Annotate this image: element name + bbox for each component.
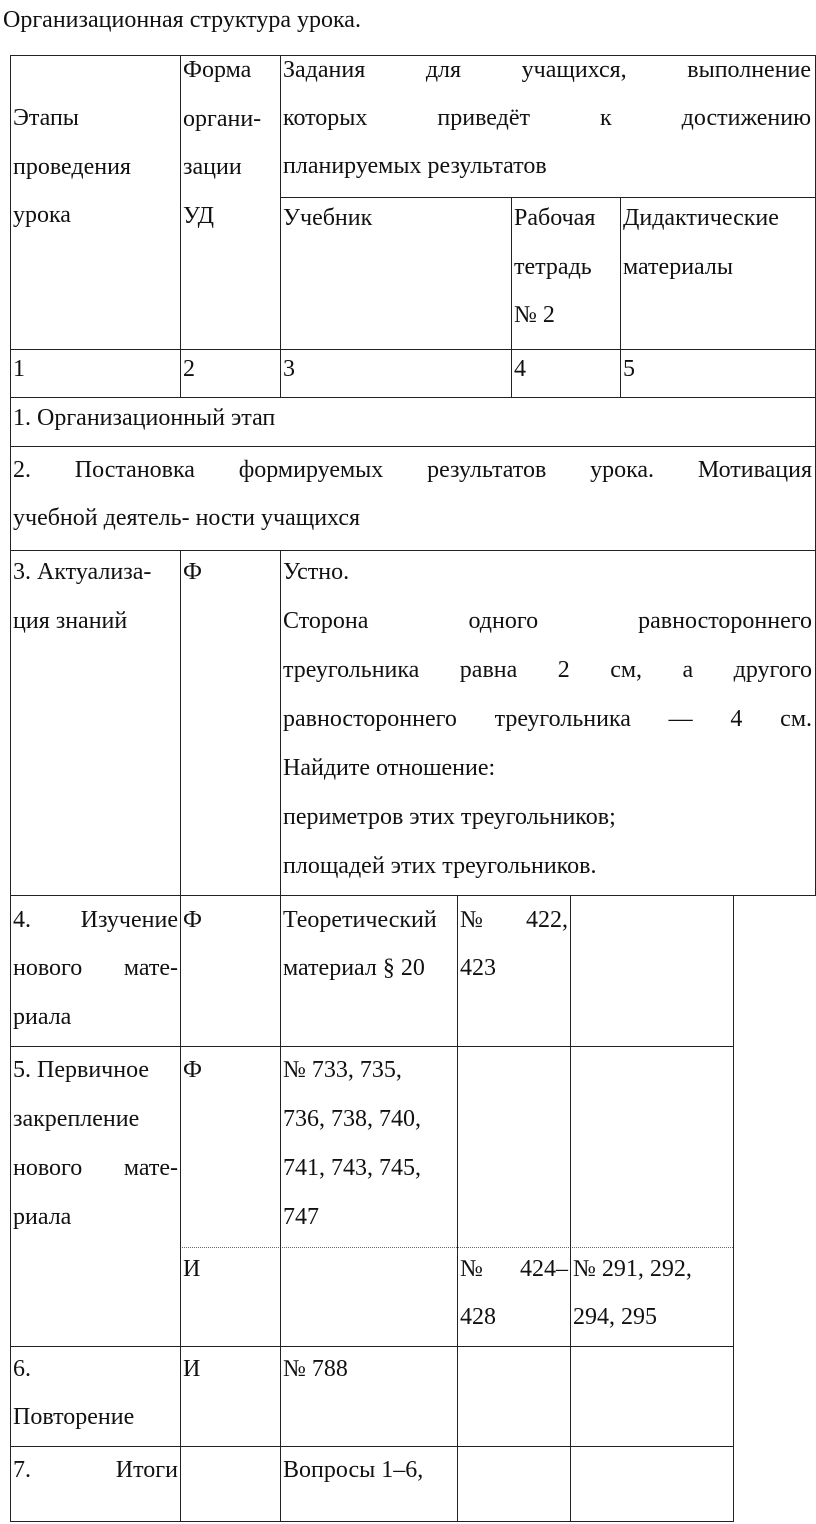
rule — [620, 197, 621, 398]
word: см, — [610, 657, 643, 683]
row4-textbook-line1: Теоретический — [283, 907, 437, 933]
word: для — [425, 57, 462, 83]
word: учащихся, — [521, 57, 627, 83]
word: результатов — [427, 457, 547, 483]
row5-stage-line4: риала — [13, 1204, 72, 1230]
word: урока. — [590, 457, 655, 483]
page-title: Организационная структура урока. — [3, 7, 361, 33]
header-form: Форма органи- зации УД — [183, 57, 262, 229]
row6-textbook: № 788 — [283, 1356, 348, 1382]
word: 424– — [520, 1256, 568, 1282]
word: № — [460, 1256, 499, 1282]
column-number: 5 — [623, 356, 635, 382]
word: мате- — [123, 1155, 178, 1181]
word: 422, — [526, 907, 568, 933]
word: нового — [13, 955, 83, 981]
row3-task-line4 — [283, 695, 812, 744]
word: треугольника — [283, 657, 420, 683]
row7-stage — [13, 1446, 178, 1495]
row6-stage-line2: Повторение — [13, 1404, 135, 1430]
row6-form: И — [183, 1356, 201, 1382]
row3-task-line6: периметров этих треугольников; — [283, 804, 616, 830]
header-workbook: Рабочая тетрадь № 2 — [514, 205, 596, 328]
section-organizational: 1. Организационный этап — [13, 405, 276, 431]
rule — [280, 55, 281, 398]
row5-stage-line3 — [13, 1144, 178, 1193]
word: к — [600, 105, 612, 131]
section-motivation-line1 — [13, 446, 812, 495]
row4-form: Ф — [183, 907, 202, 933]
row5-didactic-line1: № 291, 292, — [573, 1256, 692, 1282]
word: 4. — [13, 907, 31, 933]
row5-form-b: И — [183, 1256, 201, 1282]
row5-workbook-line1 — [460, 1245, 568, 1294]
word: треугольника — [494, 706, 631, 732]
column-number: 3 — [283, 356, 295, 382]
row5-textbook-line1: № 733, 735, — [283, 1057, 402, 1083]
row5-textbook-line2: 736, 738, 740, — [283, 1106, 421, 1132]
row4-textbook-line2: материал § 20 — [283, 955, 425, 981]
rule — [570, 895, 571, 1522]
rule — [10, 55, 11, 1522]
rule — [511, 197, 512, 398]
word: 4 — [730, 706, 743, 732]
word: а — [682, 657, 694, 683]
word: Мотивация — [697, 457, 812, 483]
column-number: 1 — [13, 356, 25, 382]
row3-task-line2 — [283, 597, 812, 646]
row3-stage-line2: ция знаний — [13, 608, 128, 634]
row3-form: Ф — [183, 559, 202, 585]
row5-stage-line1: 5. Первичное — [13, 1057, 150, 1083]
row4-workbook-line1 — [460, 896, 568, 945]
row5-didactic-line2: 294, 295 — [573, 1304, 657, 1330]
word: 2. — [13, 457, 31, 483]
row4-stage-line3: риала — [13, 1004, 72, 1030]
word: — — [668, 706, 693, 732]
rule — [280, 550, 281, 1522]
row5-textbook-line4: 747 — [283, 1204, 319, 1230]
word: формируемых — [238, 457, 384, 483]
header-tasks-line2 — [283, 94, 811, 143]
header-tasks-line3: планируемых результатов — [283, 153, 547, 179]
section-motivation-line2: учебной деятель- ности учащихся — [13, 505, 361, 531]
header-tasks-line1 — [283, 46, 811, 95]
word: Задания — [283, 57, 366, 83]
row3-task-line7: площадей этих треугольников. — [283, 853, 597, 879]
word: равностороннего — [283, 706, 457, 732]
word: Изучение — [80, 907, 178, 933]
row6-stage-line1: 6. — [13, 1356, 31, 1382]
row3-task-line3 — [283, 646, 812, 695]
row7-textbook: Вопросы 1–6, — [283, 1457, 424, 1483]
row5-form-a: Ф — [183, 1057, 202, 1083]
word: Итоги — [115, 1457, 178, 1483]
row5-stage-line2: закрепление — [13, 1106, 140, 1132]
word: одного — [468, 608, 539, 634]
rule — [733, 895, 734, 1522]
word: другого — [733, 657, 813, 683]
row3-stage-line1: 3. Актуализа- — [13, 559, 152, 585]
row4-stage-line1 — [13, 896, 178, 945]
word: которых — [283, 105, 368, 131]
column-number: 2 — [183, 356, 195, 382]
row4-stage-line2 — [13, 944, 178, 993]
column-number: 4 — [514, 356, 526, 382]
row4-workbook-line2: 423 — [460, 955, 496, 981]
word: нового — [13, 1155, 83, 1181]
rule — [10, 1346, 733, 1347]
header-didactic: Дидактические материалы — [623, 205, 779, 280]
rule — [10, 1521, 733, 1522]
word: 2 — [557, 657, 570, 683]
row3-task-line5: Найдите отношение: — [283, 755, 496, 781]
word: № — [460, 907, 502, 933]
word: мате- — [123, 955, 178, 981]
word: равностороннего — [638, 608, 812, 634]
word: см. — [780, 706, 813, 732]
word: равна — [459, 657, 518, 683]
row5-textbook-line3: 741, 743, 745, — [283, 1155, 421, 1181]
word: выполнение — [687, 57, 812, 83]
rule — [180, 55, 181, 398]
row5-workbook-line2: 428 — [460, 1304, 496, 1330]
word: Сторона — [283, 608, 369, 634]
header-textbook: Учебник — [283, 205, 373, 231]
header-stages: Этапы проведения урока — [13, 105, 131, 228]
word: Постановка — [74, 457, 195, 483]
word: 7. — [13, 1457, 31, 1483]
word: достижению — [681, 105, 811, 131]
rule — [457, 895, 458, 1522]
word: приведёт — [437, 105, 530, 131]
row3-task-line1: Устно. — [283, 559, 350, 585]
rule — [10, 349, 815, 350]
rule — [180, 550, 181, 1522]
